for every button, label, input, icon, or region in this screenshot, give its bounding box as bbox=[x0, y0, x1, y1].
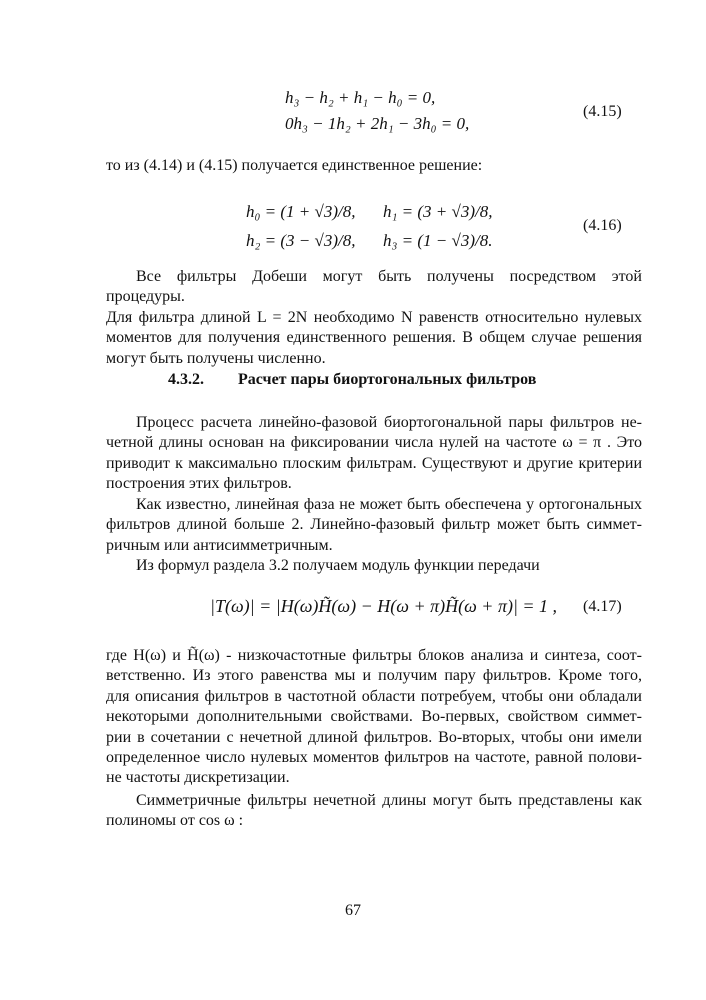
text-line: Все фильтры Добеши могут быть получены посредством этой процедуры. bbox=[106, 268, 642, 306]
text-line: четной длины основан на фиксировании числа нулей на частоте ω = π . Это bbox=[106, 434, 642, 452]
text-line: рии в сочетании с нечетной длиной фильтров. Во-вторых, чтобы они имели bbox=[106, 728, 642, 746]
text-line: полиномы от cos ω : bbox=[106, 812, 244, 830]
eq-4-17-number: (4.17) bbox=[583, 598, 622, 615]
text-line: моментов для получения единственного решения. В общем случае решения bbox=[106, 329, 642, 347]
paragraph-linear-phase bbox=[106, 495, 642, 556]
eq-4-16-h3: h₃ = (1 − √3)/8. bbox=[383, 231, 493, 250]
text-line: фильтров длиной больше 2. Линейно-фазовый фильтр может быть симмет- bbox=[106, 516, 642, 534]
section-title: Расчет пары биортогональных фильтров bbox=[238, 371, 537, 388]
text-line: некоторыми дополнительными свойствами. Во-первых, свойством симмет- bbox=[106, 708, 642, 726]
section-number: 4.3.2. bbox=[168, 371, 204, 388]
text-line: Как известно, линейная фаза не может быть обеспечена у ортогональных bbox=[136, 496, 642, 513]
eq-4-15-line-2: 0h₃ − 1h₂ + 2h₁ − 3h₀ = 0, bbox=[285, 114, 470, 133]
paragraph-biorthogonal bbox=[106, 413, 642, 495]
paragraph-daubechies bbox=[106, 267, 642, 369]
section-heading bbox=[168, 371, 536, 389]
text-line: для описания фильтров в частотной области потребуем, чтобы они обладали bbox=[106, 687, 642, 705]
paragraph-where bbox=[106, 646, 642, 789]
page-number: 67 bbox=[345, 902, 361, 919]
paragraph-transfer: Из формул раздела 3.2 получаем модуль функции передачи bbox=[136, 557, 540, 574]
eq-4-16-number: (4.16) bbox=[583, 217, 622, 234]
text-line: ричным или антисимметричным. bbox=[106, 536, 333, 554]
text-line: не частоты дискретизации. bbox=[106, 769, 290, 787]
text-line: приводит к максимально плоским фильтрам. Существуют и другие критерии bbox=[106, 454, 642, 472]
text-line: Процесс расчета линейно-фазовой биортогональной пары фильтров не- bbox=[136, 414, 642, 431]
eq-4-16-h2: h₂ = (3 − √3)/8, bbox=[246, 231, 356, 250]
paragraph-symmetric bbox=[106, 791, 642, 832]
text-line: построения этих фильтров. bbox=[106, 475, 292, 493]
text-line: могут быть получены численно. bbox=[106, 349, 326, 367]
text-line: определенное число нулевых моментов фильтров на частоте, равной полови- bbox=[106, 749, 642, 767]
eq-4-16-h0: h₀ = (1 + √3)/8, bbox=[246, 202, 356, 221]
text-line: где H(ω) и H̃(ω) - низкочастотные фильтры блоков анализа и синтеза, соот- bbox=[106, 647, 642, 664]
eq-4-15-number: (4.15) bbox=[583, 103, 622, 120]
eq-4-15-line-1: h₃ − h₂ + h₁ − h₀ = 0, bbox=[285, 88, 436, 107]
eq-4-17-formula: |T(ω)| = |H(ω)H̃(ω) − H(ω + π)H̃(ω + π)| = 1 , bbox=[210, 596, 558, 616]
text-line: ветственно. Из этого равенства мы и получим пару фильтров. Кроме того, bbox=[106, 667, 642, 685]
text-line: Симметричные фильтры нечетной длины могут быть представлены как bbox=[136, 792, 642, 809]
eq-4-16-h1: h₁ = (3 + √3)/8, bbox=[383, 202, 493, 221]
text-line: Для фильтра длиной L = 2N необходимо N равенств относительно нулевых bbox=[106, 308, 642, 326]
intro-text: то из (4.14) и (4.15) получается единственное решение: bbox=[106, 157, 483, 174]
